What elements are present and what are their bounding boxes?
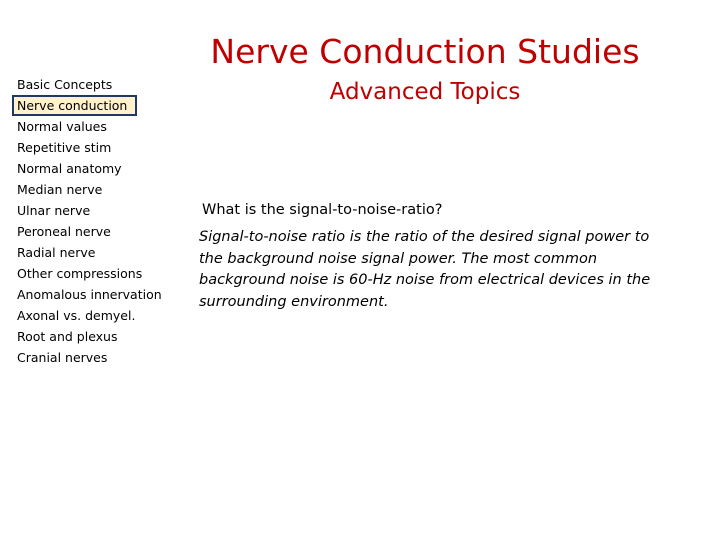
sidebar-item-repetitive-stim[interactable]: Repetitive stim <box>17 140 112 155</box>
sidebar-item-normal-values[interactable]: Normal values <box>17 119 107 134</box>
sidebar-item-ulnar-nerve[interactable]: Ulnar nerve <box>17 203 91 218</box>
sidebar-item-cranial-nerves[interactable]: Cranial nerves <box>17 350 108 365</box>
sidebar-item-radial-nerve[interactable]: Radial nerve <box>17 245 96 260</box>
sidebar-item-median-nerve[interactable]: Median nerve <box>17 182 103 197</box>
sidebar-nav <box>12 74 187 368</box>
sidebar-item-peroneal-nerve[interactable]: Peroneal nerve <box>17 224 111 239</box>
page-title: Nerve Conduction Studies <box>210 32 640 71</box>
sidebar-item-nerve-conduction[interactable]: Nerve conduction <box>12 95 137 116</box>
sidebar-item-anomalous-innervation[interactable]: Anomalous innervation <box>17 287 162 302</box>
answer-text: Signal-to-noise ratio is the ratio of the desired signal power to the background noise signal power. The most common background noise is 60-Hz noise from electrical devices in the surrounding environment. <box>199 229 651 310</box>
sidebar-item-basic-concepts[interactable]: Basic Concepts <box>17 77 113 92</box>
question-text: What is the signal-to-noise-ratio? <box>202 202 443 218</box>
sidebar-item-root-and-plexus[interactable]: Root and plexus <box>17 329 118 344</box>
sidebar-item-normal-anatomy[interactable]: Normal anatomy <box>17 161 122 176</box>
sidebar-item-other-compressions[interactable]: Other compressions <box>17 266 143 281</box>
sidebar-item-axonal-vs-demyel[interactable]: Axonal vs. demyel. <box>17 308 136 323</box>
page-subtitle: Advanced Topics <box>329 79 521 105</box>
